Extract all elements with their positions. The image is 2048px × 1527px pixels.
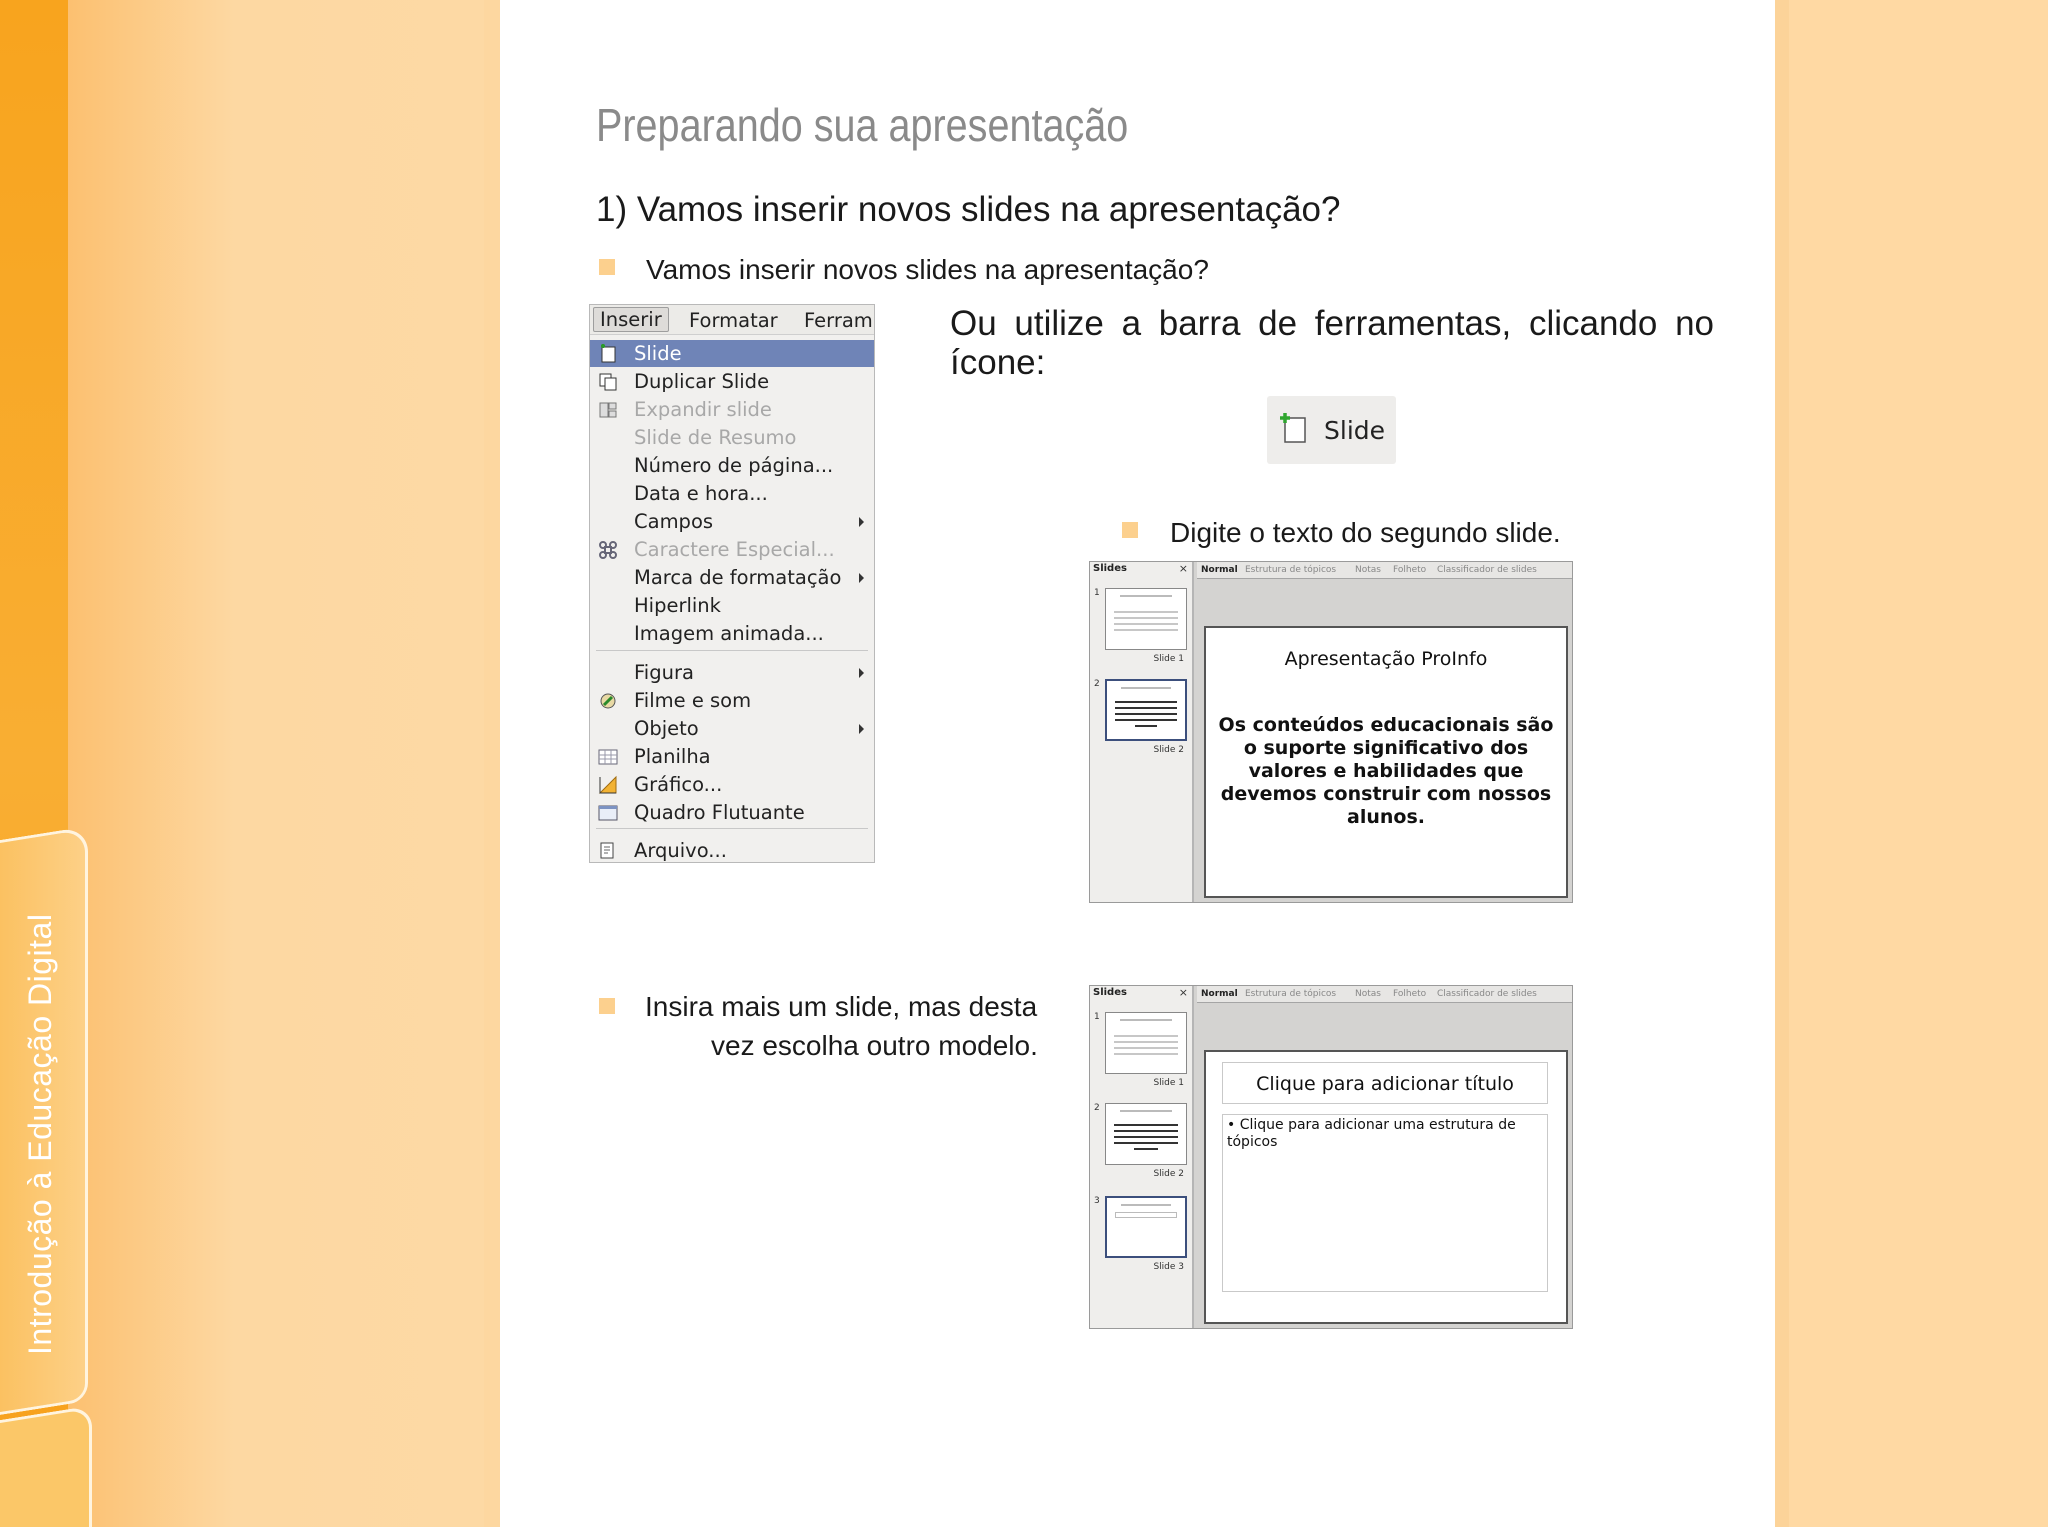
tab-outline[interactable]: Estrutura de tópicos — [1245, 565, 1337, 575]
left-peach-background — [68, 0, 484, 1527]
menu-item-file[interactable]: Arquivo... — [590, 837, 874, 864]
menu-item-chart[interactable]: Gráfico... — [590, 771, 874, 798]
impress-screenshot-slide3 — [1089, 985, 1573, 1329]
slide-thumbnail-2[interactable] — [1105, 679, 1187, 741]
submenu-arrow-icon — [859, 724, 864, 734]
menu-bar — [590, 305, 874, 335]
floating-frame-icon — [598, 803, 618, 823]
menu-item-slide[interactable]: Slide — [590, 340, 874, 367]
page-frame-right — [1775, 0, 1789, 1527]
title-placeholder[interactable]: Clique para adicionar título — [1222, 1062, 1548, 1104]
menu-item-picture[interactable]: Figura — [590, 659, 874, 686]
page-frame-left — [484, 0, 500, 1527]
slides-panel: Slides × 1 Slide 1 2 Slide 2 3 Slide 3 — [1090, 986, 1194, 1328]
slide-thumbnail-1[interactable] — [1105, 588, 1187, 650]
menu-item-formatting-mark[interactable]: Marca de formatação — [590, 564, 874, 591]
bullet-text-3-line1: Insira mais um slide, mas desta — [645, 991, 1038, 1022]
insert-menu-screenshot — [589, 304, 875, 863]
menu-item-date-time[interactable]: Data e hora... — [634, 482, 768, 505]
menu-separator — [596, 828, 868, 829]
slide-canvas[interactable] — [1204, 1050, 1568, 1324]
movie-sound-icon — [598, 691, 618, 711]
outline-placeholder[interactable]: • Clique para adicionar uma estrutura de tópicos — [1222, 1114, 1548, 1292]
toolbar-instruction: Ou utilize a barra de ferramentas, clicando no ícone: — [950, 304, 1714, 382]
menu-item-spreadsheet[interactable]: Planilha — [590, 743, 874, 770]
bullet-marker — [599, 998, 615, 1014]
menu-item-hyperlink[interactable]: Hiperlink — [634, 594, 721, 617]
duplicate-slide-icon — [598, 372, 618, 392]
submenu-arrow-icon — [859, 517, 864, 527]
menu-formatar[interactable]: Formatar — [689, 309, 778, 332]
page-title: Preparando sua apresentação — [596, 99, 1129, 151]
menu-ferramentas[interactable]: Ferram — [804, 309, 873, 332]
menu-item-movie-sound[interactable]: Filme e som — [590, 687, 874, 714]
menu-item-fields[interactable]: Campos — [590, 508, 874, 535]
special-character-icon — [598, 540, 618, 560]
slide-canvas[interactable] — [1204, 626, 1568, 898]
slide-thumbnail-3[interactable] — [1105, 1196, 1187, 1258]
submenu-arrow-icon — [859, 668, 864, 678]
menu-item-object[interactable]: Objeto — [590, 715, 874, 742]
tab-normal[interactable]: Normal — [1201, 565, 1238, 575]
impress-screenshot-slide2 — [1089, 561, 1573, 903]
slide-body-text: Os conteúdos educacionais são o suporte significativo dos valores e habilidades que devemos construir com nossos alunos. — [1218, 714, 1554, 828]
slide-thumbnail-1[interactable] — [1105, 1012, 1187, 1074]
expand-slide-icon — [598, 400, 618, 420]
menu-item-floating-frame[interactable]: Quadro Flutuante — [590, 799, 874, 826]
menu-item-duplicate-slide[interactable]: Duplicar Slide — [590, 368, 874, 395]
right-margin — [1789, 0, 2048, 1527]
menu-item-animated-image[interactable]: Imagem animada... — [634, 622, 824, 645]
sidebar-tab-lower — [0, 1405, 92, 1527]
bullet-text-2: Digite o texto do segundo slide. — [1170, 517, 1561, 548]
new-slide-icon — [598, 344, 618, 364]
tab-slide-sorter[interactable]: Classificador de slides — [1437, 565, 1537, 575]
bullet-marker — [1122, 522, 1138, 538]
tab-handout[interactable]: Folheto — [1393, 565, 1427, 575]
bullet-text-1: Vamos inserir novos slides na apresentação? — [646, 254, 1209, 285]
tab-notes[interactable]: Notas — [1355, 989, 1381, 999]
menu-item-page-number[interactable]: Número de página... — [634, 454, 834, 477]
bullet-marker — [599, 259, 615, 275]
menu-item-summary-slide[interactable]: Slide de Resumo — [634, 426, 797, 449]
tab-handout[interactable]: Folheto — [1393, 989, 1427, 999]
file-icon — [598, 841, 618, 861]
tab-normal[interactable]: Normal — [1201, 989, 1238, 999]
chart-icon — [598, 775, 618, 795]
close-icon[interactable]: × — [1178, 562, 1188, 575]
menu-inserir[interactable]: Inserir — [593, 307, 669, 332]
sidebar-vertical-title: Introdução à Educação Digital — [22, 913, 58, 1355]
bullet-text-3-line2: vez escolha outro modelo. — [711, 1030, 1038, 1061]
question-heading: 1) Vamos inserir novos slides na apresentação? — [596, 190, 1341, 229]
tab-outline[interactable]: Estrutura de tópicos — [1245, 989, 1337, 999]
slide-title: Apresentação ProInfo — [1284, 648, 1488, 670]
view-tabs — [1197, 562, 1572, 579]
tab-notes[interactable]: Notas — [1355, 565, 1381, 575]
menu-item-special-character[interactable]: Caractere Especial... — [590, 536, 874, 563]
slides-panel: Slides × 1 Slide 1 2 Slide 2 — [1090, 562, 1194, 902]
new-slide-toolbar-button[interactable]: Slide — [1267, 396, 1396, 464]
slide-thumbnail-2[interactable] — [1105, 1103, 1187, 1165]
menu-separator — [596, 650, 868, 651]
menu-item-expand-slide[interactable]: Expandir slide — [590, 396, 874, 423]
submenu-arrow-icon — [859, 573, 864, 583]
close-icon[interactable]: × — [1178, 986, 1188, 999]
new-slide-icon — [1279, 412, 1307, 444]
spreadsheet-icon — [598, 747, 618, 767]
tab-slide-sorter[interactable]: Classificador de slides — [1437, 989, 1537, 999]
view-tabs — [1197, 986, 1572, 1003]
